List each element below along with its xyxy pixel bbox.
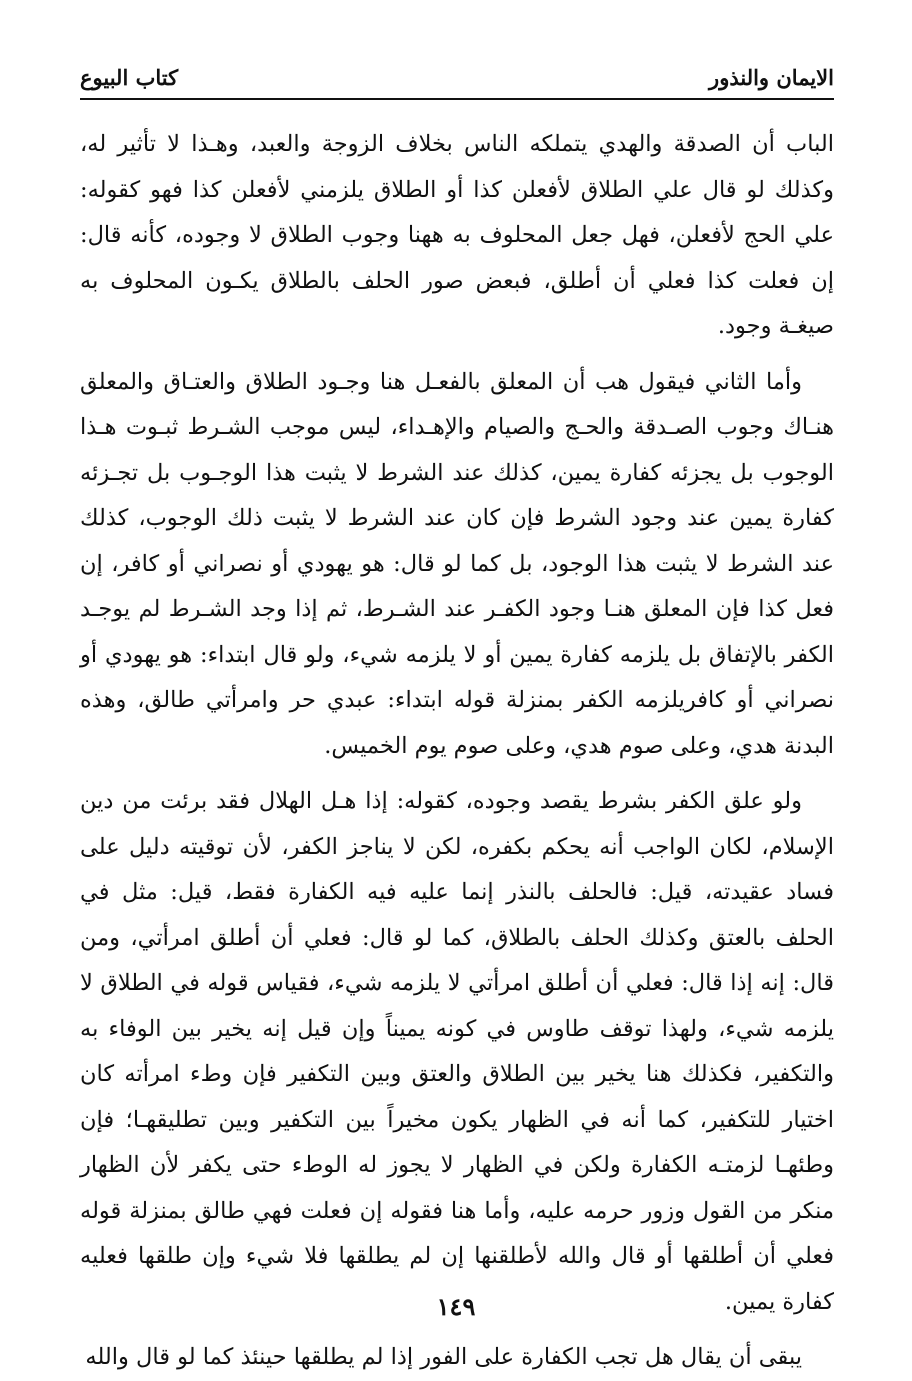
- book-title: كتاب البيوع: [80, 65, 179, 90]
- paragraph-2: وأما الثاني فيقول هب أن المعلق بالفعـل هنا وجـود الطلاق والعتـاق والمعلق هنـاك وجوب الصـدقة والحـج والصيام والإهـداء، ليس موجب الشـرط ثبـوت هـذا الوجوب بل يجزئه كفارة يمين، كذلك عند الشرط لا يثبت هذا الوجـوب بل تجـزئه كفارة يمين عند وجود الشرط فإن كان عند الشرط لا يثبت ذلك الوجوب، كذلك عند الشرط لا يثبت هذا الوجود، بل كما لو قال: هو يهودي أو نصراني أو كافر، إن فعل كذا فإن المعلق هنـا وجود الكفـر عند الشـرط، ثم إذا وجد الشـرط لم يوجـد الكفر بالإتفاق بل يلزمه كفارة يمين أو لا يلزمه شيء، ولو قال ابتداء: هو يهودي أو نصراني أو كافريلزمه الكفر بمنزلة قوله ابتداء: عبدي حر وامرأتي طالق، وهذه البدنة هدي، وعلى صوم هدي، وعلى صوم يوم الخميس.: [80, 368, 834, 759]
- running-header: [80, 56, 834, 90]
- paragraph-3: ولو علق الكفر بشرط يقصد وجوده، كقوله: إذا هـل الهلال فقد برئت من دين الإسلام، لكان الواجب أنه يحكم بكفره، لكن لا يناجز الكفر، لأن توقيته دليل على فساد عقيدته، قيل: فالحلف بالنذر إنما عليه فيه الكفارة فقط، قيل: مثل في الحلف بالعتق وكذلك الحلف بالطلاق، كما لو قال: فعلي أن أطلق امرأتي، ومن قال: إنه إذا قال: فعلي أن أطلق امرأتي لا يلزمه شيء، فقياس قوله في الطلاق لا يلزمه شيء، ولهذا توقف طاوس في كونه يميناً وإن قيل إنه يخير بين الوفاء به والتكفير، فكذلك هنا يخير بين الطلاق والعتق وبين التكفير فإن وطء امرأته كان اختيار للتكفير، كما أنه في الظهار يكون مخيراً بين التكفير وبين تطليقهـا؛ فإن وطئهـا لزمتـه الكفارة ولكن في الظهار لا يجوز له الوطء حتى يكفر لأن الظهار منكر من القول وزور حرمه عليه، وأما هنا فقوله إن فعلت فهي طالق بمنزلة قوله فعلي أن أطلقها أو قال والله لأطلقنها إن لم يطلقها فلا شيء وإن طلقها فعليه كفارة يمين.: [80, 788, 834, 1315]
- paragraph-4: يبقى أن يقال هل تجب الكفارة على الفور إذا لم يطلقها حينئذ كما لو قال والله: [85, 1344, 802, 1370]
- page-number: ١٤٩: [436, 1292, 476, 1321]
- body-text: [80, 122, 834, 1381]
- chapter-title: الايمان والنذور: [709, 65, 834, 90]
- header-divider: [80, 98, 834, 100]
- paragraph-1: الباب أن الصدقة والهدي يتملكه الناس بخلاف الزوجة والعبد، وهـذا لا تأثير له، وكذلك لو قال علي الطلاق لأفعلن كذا أو الطلاق يلزمني لأفعلن كذا فهو كقوله: علي الحج لأفعلن، فهل جعل المحلوف به ههنا وجوب الطلاق لا وجوده، كأنه قال: إن فعلت كذا فعلي أن أطلق، فبعض صور الحلف بالطلاق يكـون المحلوف به صيغـة وجود.: [80, 131, 834, 339]
